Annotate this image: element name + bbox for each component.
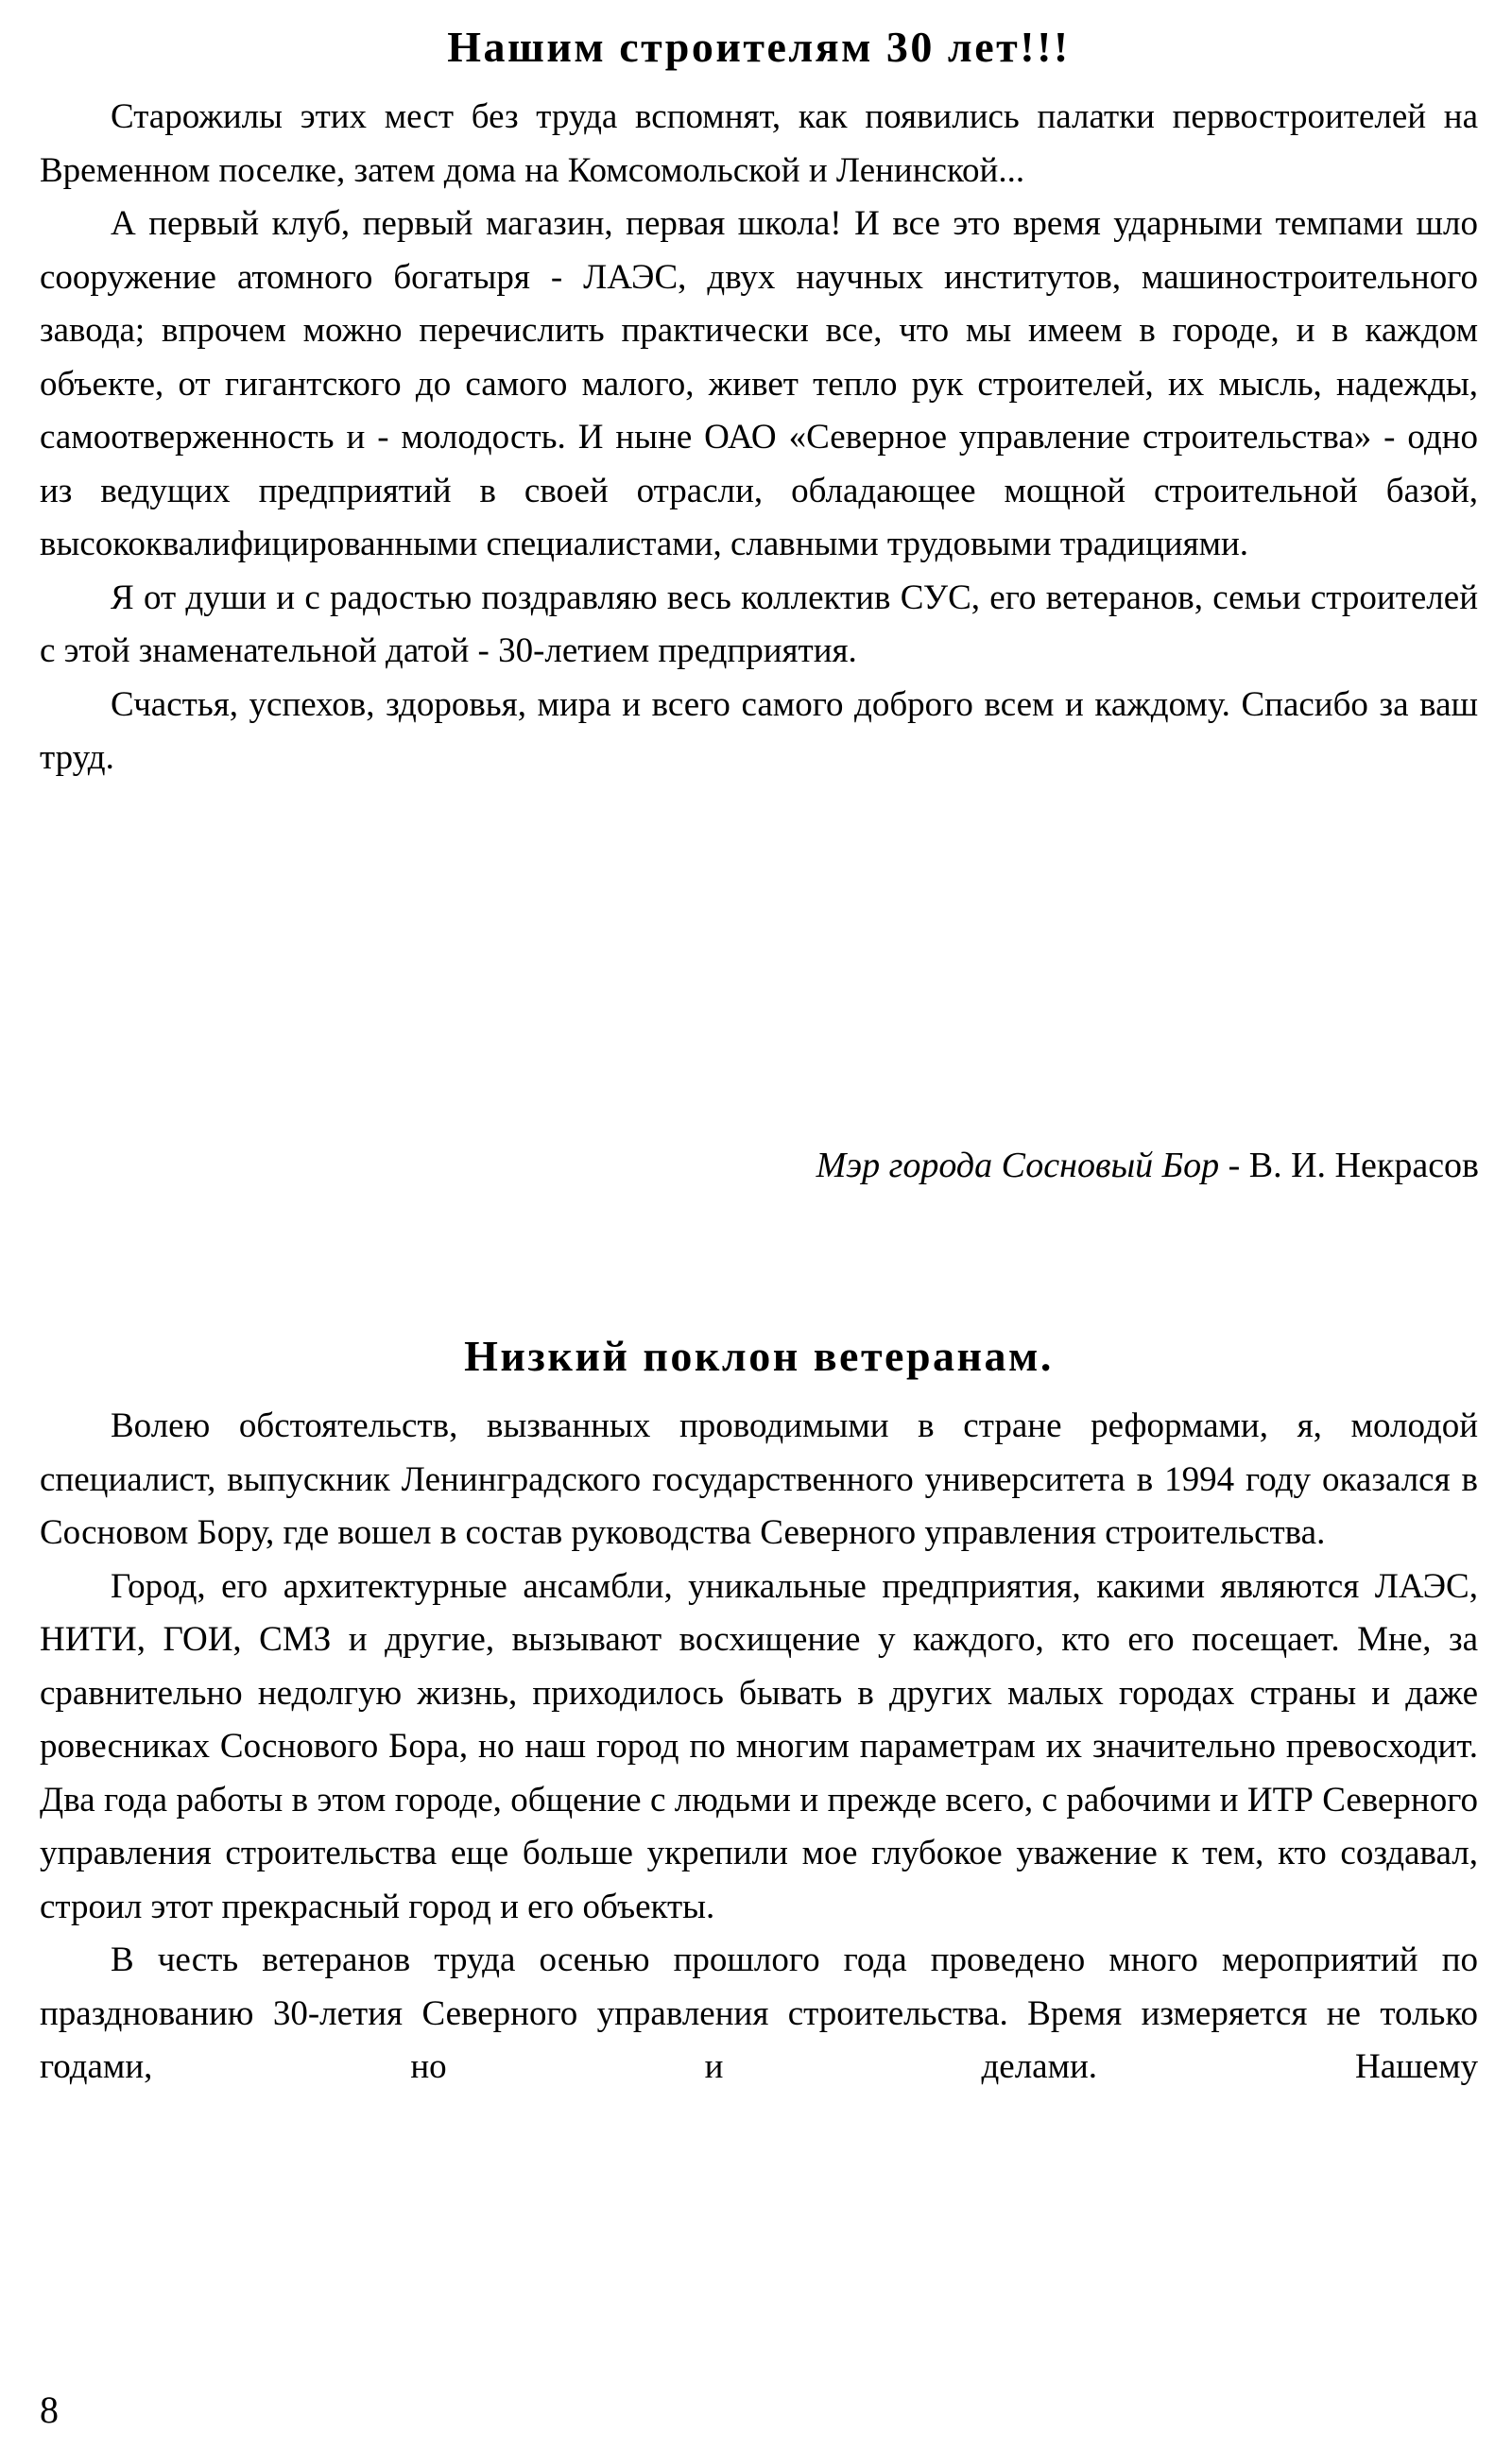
article-2-paragraph: В честь ветеранов труда осенью прошлого года проведено много мероприятий по празднованию 30-летия Северного управления строительства. Время измеряется не только годами, но и делами. Нашему bbox=[40, 1940, 1478, 2086]
article-2-paragraph: Город, его архитектурные ансамбли, уникальные предприятия, какими являются ЛАЭС, НИТИ, ГОИ, СМЗ и другие, вызывают восхищение у каждого, кто его посещает. Мне, за сравнительно недолгую жизнь, приходилось бывать в других малых городах страны и даже ровесниках Соснового Бора, но наш город по многим параметрам их значительно превосходит. Два года работы в этом городе, общение с людьми и прежде всего, с рабочими и ИТР Северного управления строительства еще больше укрепили мое глубокое уважение к тем, кто создавал, строил этот прекрасный город и его объекты. bbox=[40, 1566, 1478, 1926]
article-2 bbox=[40, 1330, 1478, 2095]
article-1-paragraph: Я от души и с радостью поздравляю весь коллектив СУС, его ветеранов, семьи строителей с этой знаменательной датой - 30-летием предприятия. bbox=[40, 578, 1478, 670]
signature-name: В. И. Некрасов bbox=[1248, 1146, 1479, 1185]
article-2-paragraph: Волею обстоятельств, вызванных проводимыми в стране реформами, я, молодой специалист, выпускник Ленинградского государственного университета в 1994 году оказался в Сосновом Бору, где вошел в состав руководства Северного управления строительства. bbox=[40, 1406, 1478, 1552]
article-1 bbox=[40, 21, 1478, 785]
article-2-title: Низкий поклон ветеранам. bbox=[464, 1332, 1054, 1380]
signature bbox=[816, 1139, 1479, 1192]
signature-role: Мэр города Сосновый Бор bbox=[816, 1146, 1220, 1185]
signature-dash: - bbox=[1219, 1146, 1249, 1185]
article-1-paragraph: Старожилы этих мест без труда вспомнят, как появились палатки первостроителей на Временном поселке, затем дома на Комсомольской и Ленинской... bbox=[40, 97, 1478, 190]
article-1-paragraph: А первый клуб, первый магазин, первая школа! И все это время ударными темпами шло сооружение атомного богатыря - ЛАЭС, двух научных институтов, машиностроительного завода; впрочем можно перечислить практически все, что мы имеем в городе, и в каждом объекте, от гигантского до самого малого, живет тепло рук строителей, их мысль, надежды, самоотверженность и - молодость. И ныне ОАО «Северное управление строительства» - одно из ведущих предприятий в своей отрасли, обладающее мощной строительной базой, высококвалифицированными специалистами, славными трудовыми традициями. bbox=[40, 204, 1478, 563]
article-1-paragraph: Счастья, успехов, здоровья, мира и всего самого доброго всем и каждому. Спасибо за ваш труд. bbox=[40, 684, 1478, 777]
page-number: 8 bbox=[40, 2389, 59, 2431]
article-1-title: Нашим строителям 30 лет!!! bbox=[447, 23, 1071, 71]
